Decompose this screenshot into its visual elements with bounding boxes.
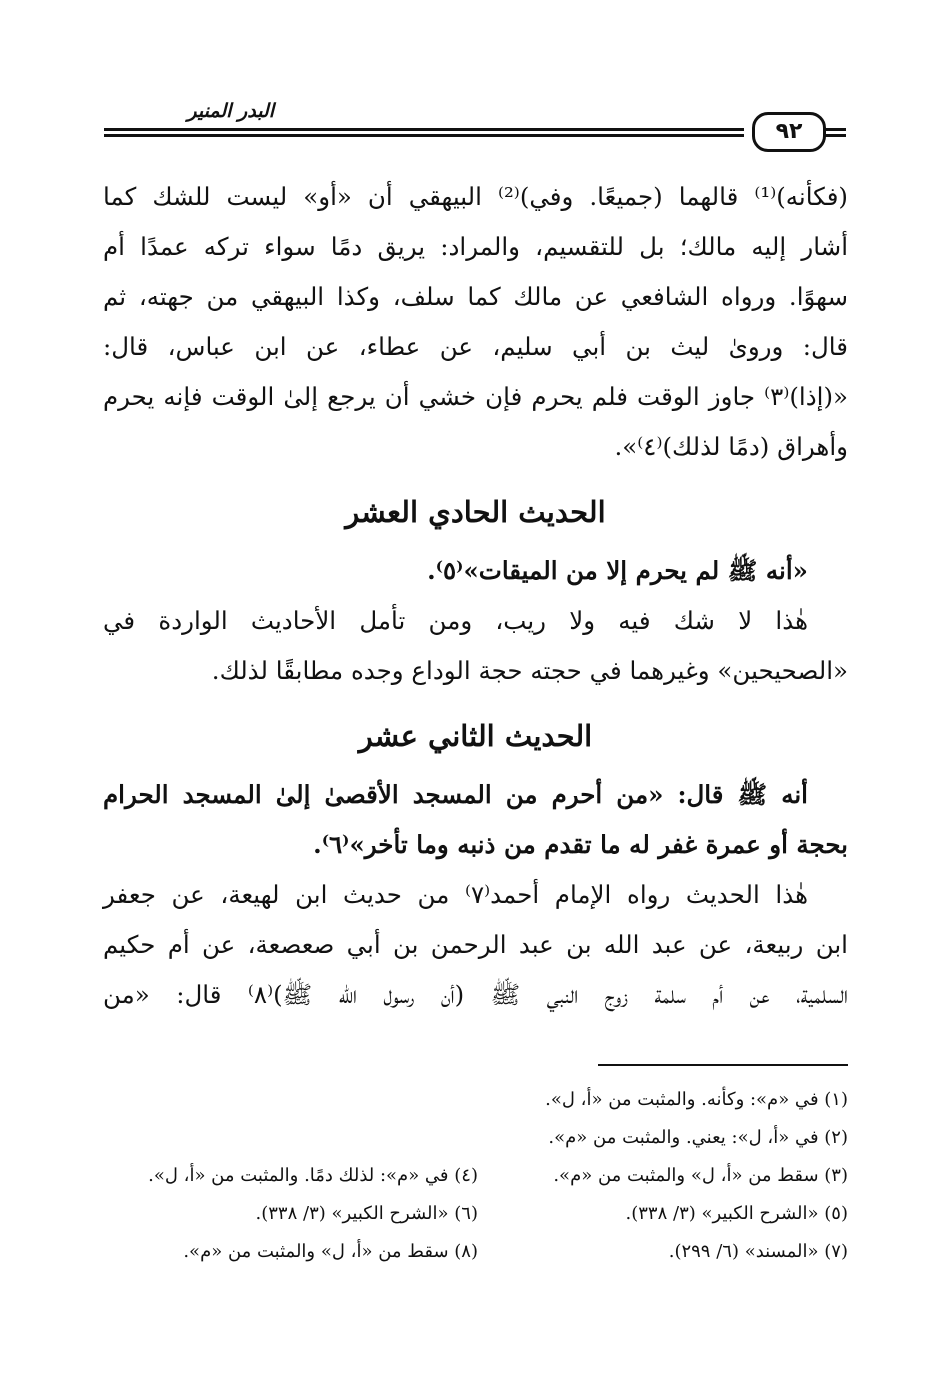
footnote: (٣) سقط من «أ، ل» والمثبت من «م». bbox=[553, 1165, 848, 1186]
text-line: وأهراق (دمًا لذلك)⁽٤⁾». bbox=[614, 432, 848, 461]
footnotes bbox=[98, 1080, 848, 1270]
footnote: (١) في «م»: وكأنه. والمثبت من «أ، ل». bbox=[545, 1089, 848, 1110]
footnote-separator bbox=[598, 1064, 848, 1066]
hadith-text: «أنه ﷺ لم يحرم إلا من الميقات»⁽٥⁾. bbox=[427, 556, 808, 585]
text-line: هٰذا الحديث رواه الإمام أحمد⁽٧⁾ من حديث ابن لهيعة، عن جعفر bbox=[103, 880, 808, 909]
text-line: سهوًا. ورواه الشافعي عن مالك كما سلف، وكذا البيهقي من جهته، ثم bbox=[103, 282, 848, 311]
footnote: (٢) في «أ، ل»: يعني. والمثبت من «م». bbox=[548, 1127, 848, 1148]
hadith-text: أنه ﷺ قال: «من أحرم من المسجد الأقصىٰ إلىٰ المسجد الحرام bbox=[103, 780, 808, 809]
text-line: «(إذا)⁽٣⁾ جاوز الوقت فلم يحرم فإن خشي أن يرجع إلىٰ الوقت فإنه يحرم bbox=[103, 382, 848, 411]
section-heading: الحديث الحادي العشر bbox=[345, 495, 606, 529]
footnote: (٨) سقط من «أ، ل» والمثبت من «م». bbox=[183, 1241, 478, 1262]
footnote: (٥) «الشرح الكبير» (٣/ ٣٣٨). bbox=[625, 1203, 848, 1224]
footnote: (٤) في «م»: لذلك دمًا. والمثبت من «أ، ل». bbox=[148, 1165, 478, 1186]
main-text bbox=[103, 172, 848, 1020]
text-line: ابن ربيعة، عن عبد الله بن عبد الرحمن بن أبي صعصعة، عن أم حكيم bbox=[103, 930, 848, 959]
text-line: أشار إليه مالك؛ بل للتقسيم، والمراد: يريق دمًا سواء تركه عمدًا أم bbox=[103, 232, 848, 261]
header-rules bbox=[104, 128, 846, 142]
text-line: هٰذا لا شك فيه ولا ريب، ومن تأمل الأحاديث الواردة في bbox=[103, 606, 808, 635]
footnote: (٧) «المسند» (٦/ ٢٩٩). bbox=[668, 1241, 848, 1262]
text-line: «الصحيحين» وغيرهما في حجته حجة الوداع وجده مطابقًا لذلك. bbox=[211, 656, 848, 685]
footnote: (٦) «الشرح الكبير» (٣/ ٣٣٨). bbox=[255, 1203, 478, 1224]
text-line: السلمية، عن أم سلمة زوج النبي ﷺ (أن رسول الله ﷺ)⁽٨⁾ قال: «من bbox=[103, 980, 848, 1009]
text-line: (فكأنه)⁽¹⁾ قالهما (جميعًا. وفي)⁽²⁾ البيهقي أن «أو» ليست للشك كما bbox=[103, 182, 848, 211]
text-line: قال: ورویٰ ليث بن أبي سليم، عن عطاء، عن ابن عباس، قال: bbox=[103, 332, 848, 361]
section-heading: الحديث الثاني عشر bbox=[358, 719, 593, 753]
running-title: البدر المنير bbox=[187, 100, 274, 122]
page-number: ٩٢ bbox=[752, 112, 826, 152]
hadith-text: بحجة أو عمرة غفر له ما تقدم من ذنبه وما تأخر»⁽٦⁾. bbox=[313, 830, 848, 859]
page-header bbox=[104, 92, 846, 152]
